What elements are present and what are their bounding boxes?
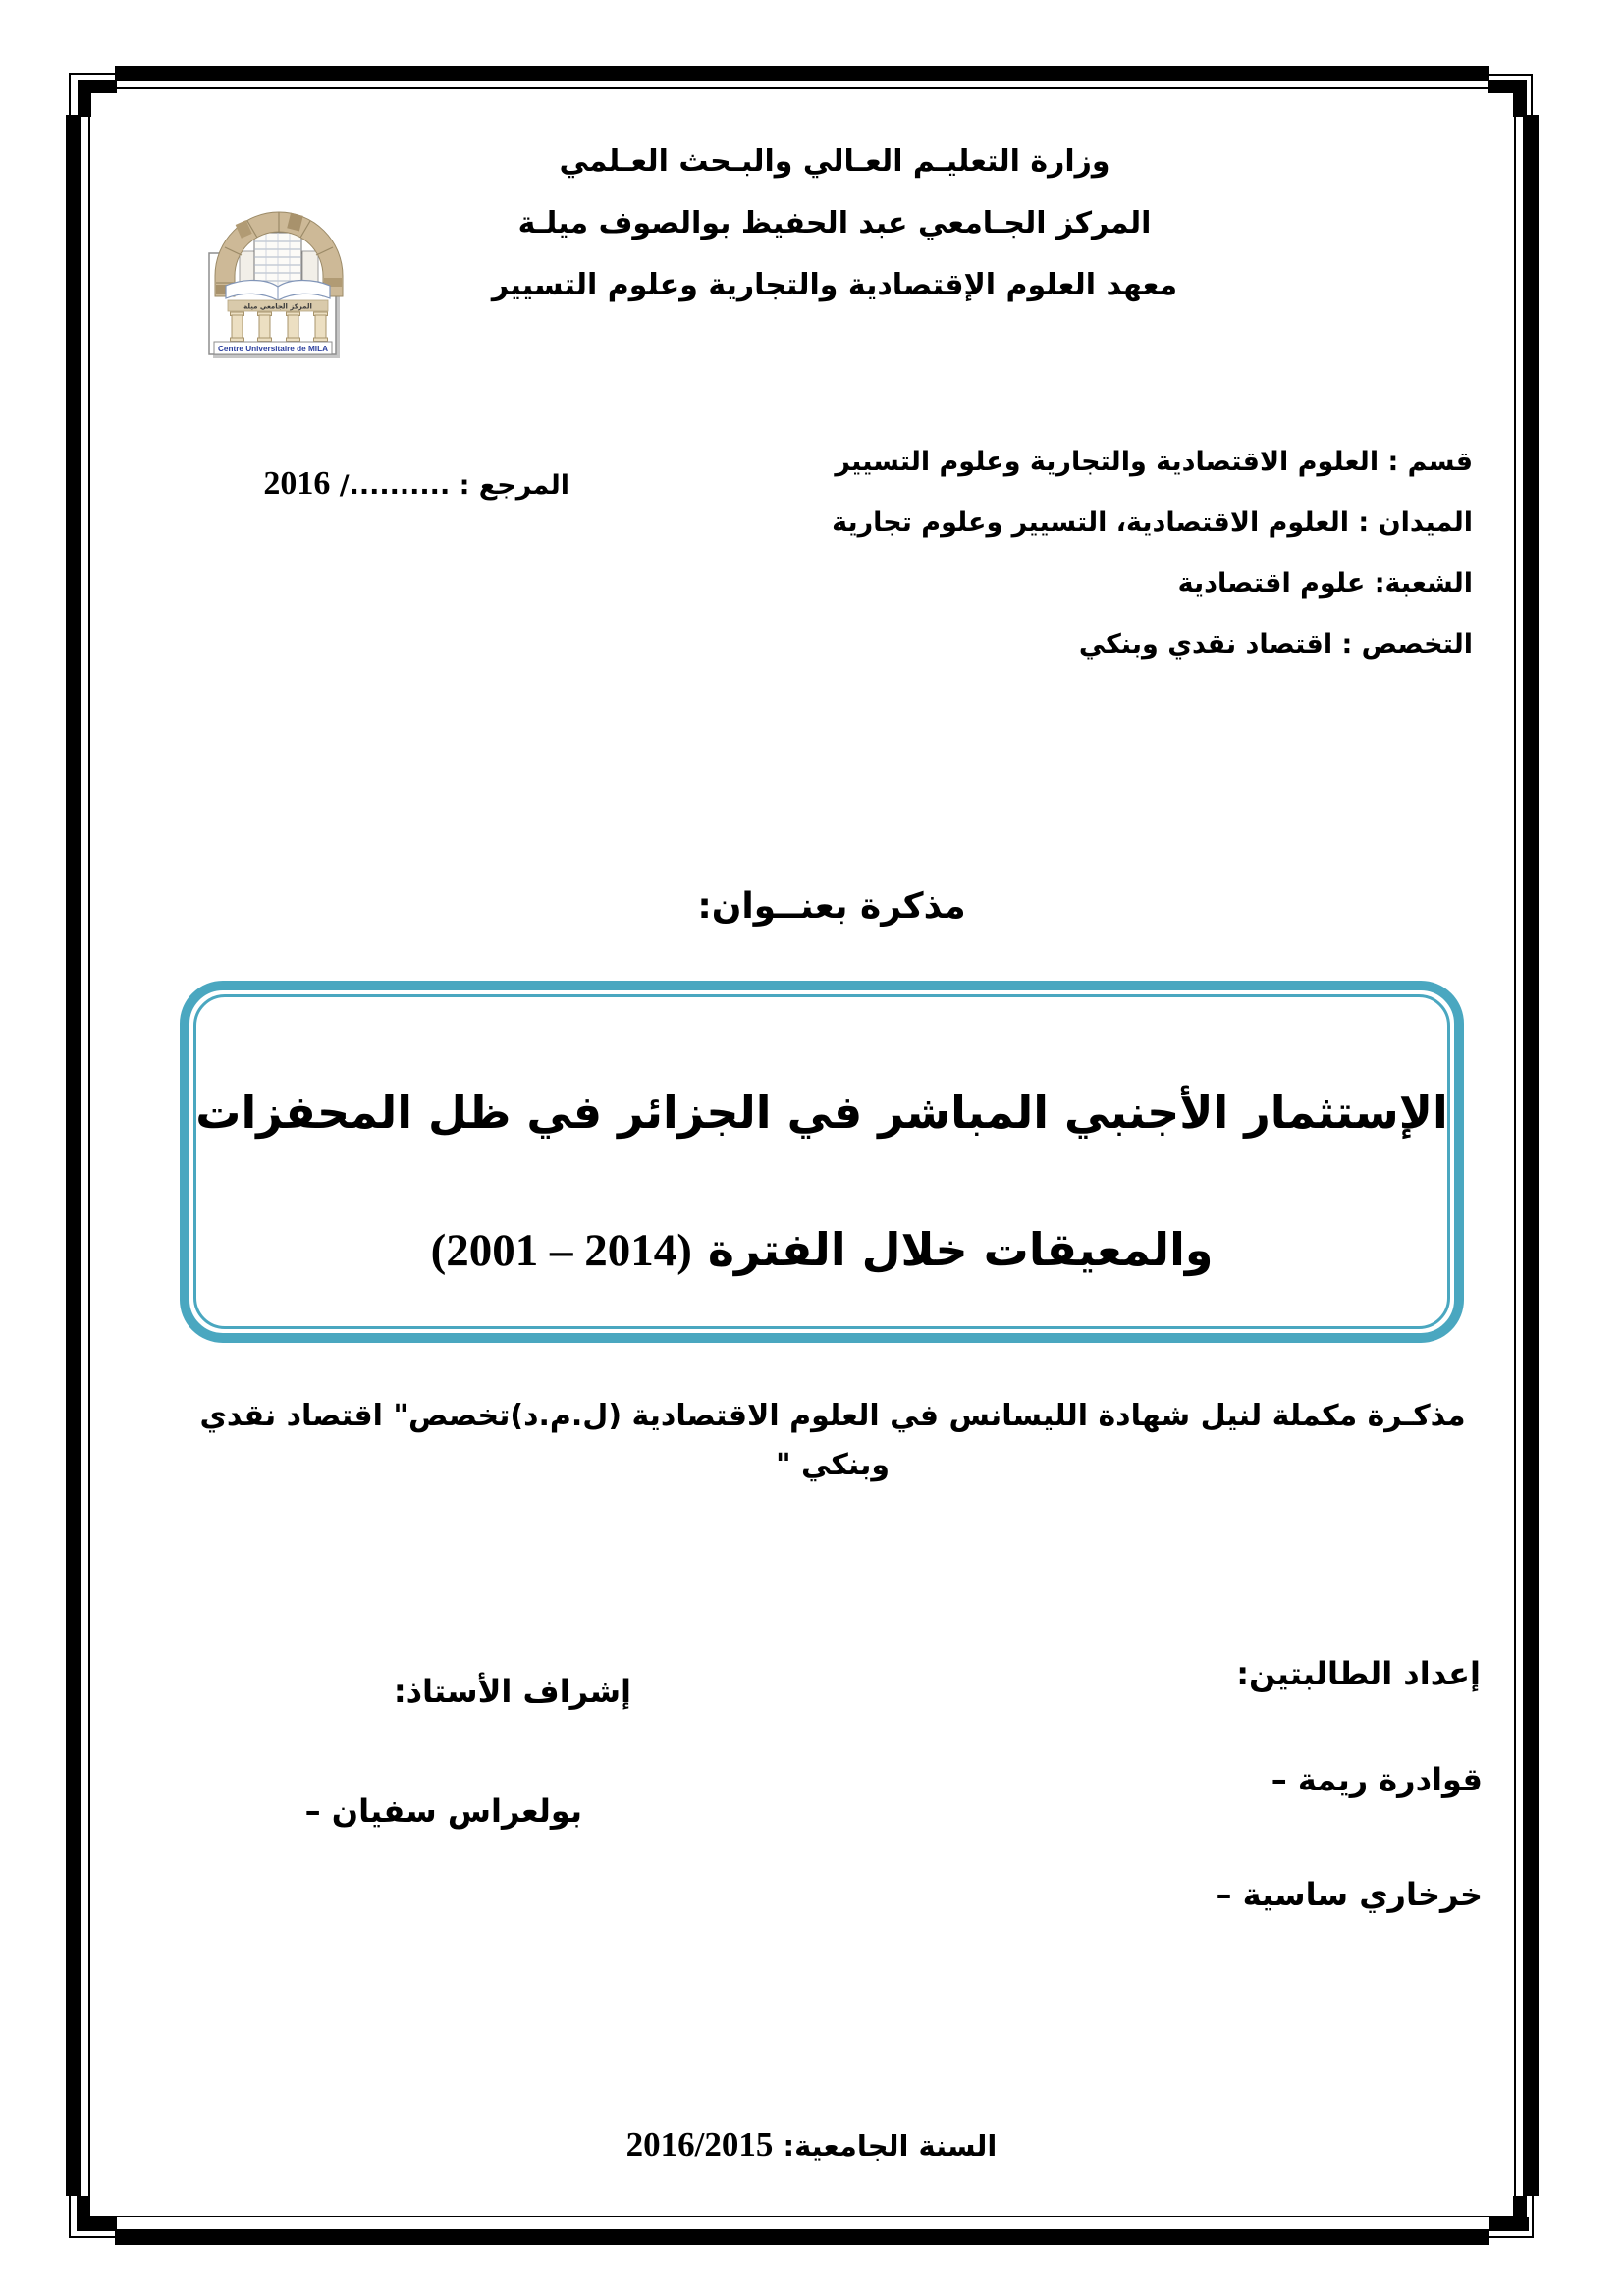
students-heading: إعداد الطالبتين: (1236, 1655, 1481, 1692)
program-info-block (727, 432, 1473, 675)
branch-line: الشعبة: علوم اقتصادية (1177, 568, 1473, 599)
title-period-range: (2001 – 2014) (430, 1225, 692, 1276)
field-line: الميدان : العلوم الاقتصادية، التسيير وعلوم تجارية (832, 507, 1473, 538)
reference-year: 2016 (263, 465, 331, 502)
student-name-2: – خرخاري ساسية (1216, 1876, 1483, 1913)
logo-caption-text: Centre Universitaire de MILA (218, 345, 329, 353)
degree-subtitle: مذكـرة مكملة لنيل شهادة الليسانس في العلوم الاقتصادية (ل.م.د)تخصص" اقتصاد نقدي وبنكي " (199, 1399, 1466, 1482)
specialty-line: التخصص : اقتصاد نقدي وبنكي (1078, 629, 1473, 660)
academic-year-value: 2016/2015 (625, 2125, 774, 2163)
supervisor-heading: إشراف الأستاذ: (393, 1673, 631, 1710)
title-line-2-text: والمعيقات خلال الفترة (707, 1223, 1214, 1276)
reference-line (263, 459, 569, 510)
logo-banner-text: المركز الجامعي ميلة (243, 302, 312, 311)
title-line-1: الإستثمار الأجنبي المباشر في الجزائر في ظل المحفزات (195, 1086, 1448, 1139)
reference-label: المرجع : ........../ (339, 470, 569, 501)
header-block (295, 131, 1375, 316)
ministry-line: وزارة التعليـم العـالي والبـحث العـلمي (559, 144, 1110, 179)
supervisor-name: – بولعراس سفيان (304, 1792, 582, 1830)
memo-label: مذكرة بعنــوان: (697, 886, 966, 927)
institute-line: معهد العلوم الإقتصادية والتجارية وعلوم التسيير (491, 268, 1178, 302)
department-line: قسم : العلوم الاقتصادية والتجارية وعلوم التسيير (835, 447, 1473, 477)
university-line: المركز الجـامعي عبد الحفيظ بوالصوف ميلـة (517, 206, 1152, 240)
academic-year-line (0, 2118, 1623, 2172)
title-box (180, 981, 1464, 1343)
student-name-1: – قوادرة ريمة (1271, 1761, 1483, 1798)
academic-year-label: السنة الجامعية: (783, 2129, 998, 2163)
title-line-2 (189, 1219, 1454, 1281)
